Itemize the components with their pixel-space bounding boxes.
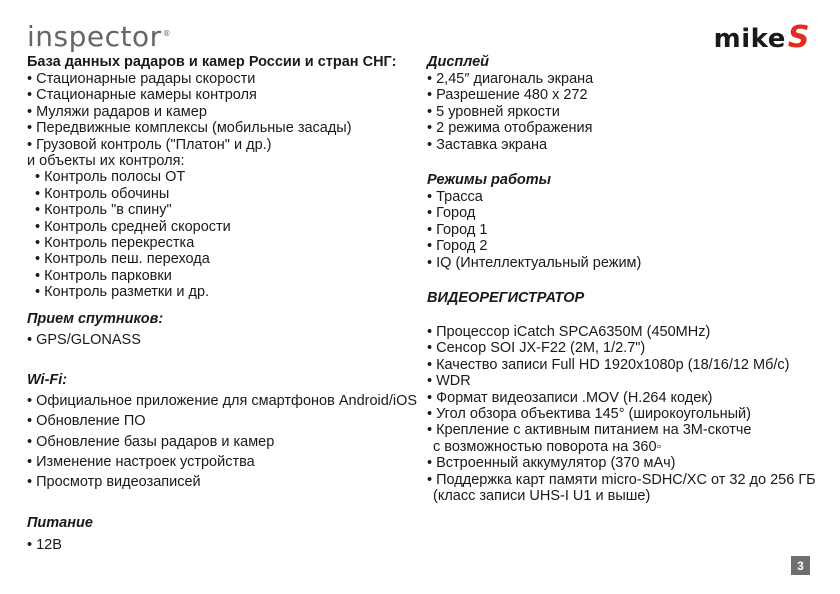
list-item: • 2,45″ диагональ экрана bbox=[427, 71, 594, 87]
list-item: • Контроль перекрестка bbox=[35, 235, 195, 252]
list-item: • IQ (Интеллектуальный режим) bbox=[427, 254, 642, 271]
list-item: • Муляжи радаров и камер bbox=[27, 103, 207, 120]
list-item: • Стационарные камеры контроля bbox=[27, 87, 257, 104]
list-item: • Контроль полосы ОТ bbox=[35, 169, 186, 186]
satellite-section bbox=[27, 311, 163, 348]
display-title: Дисплей bbox=[427, 54, 490, 70]
list-item: • Формат видеозаписи .MOV (H.264 кодек) bbox=[427, 389, 713, 406]
list-item: • GPS/GLONASS bbox=[27, 332, 141, 348]
database-title: База данных радаров и камер России и стран СНГ: bbox=[27, 54, 397, 70]
list-item: • Стационарные радары скорости bbox=[27, 71, 256, 87]
wifi-title: Wi-Fi: bbox=[27, 372, 68, 388]
list-item: • Разрешение 480 х 272 bbox=[427, 87, 588, 104]
list-item: • Угол обзора объектива 145° (широкоугольный) bbox=[427, 406, 751, 423]
list-item: • Заставка экрана bbox=[427, 136, 548, 153]
list-item: • Город 2 bbox=[427, 238, 488, 255]
wifi-section bbox=[27, 372, 417, 492]
list-item: • 12В bbox=[27, 537, 62, 553]
mikes-logo-accent: S bbox=[787, 20, 810, 55]
list-item: • Встроенный аккумулятор (370 мАч) bbox=[427, 455, 676, 472]
page-number: 3 bbox=[791, 556, 810, 575]
list-item-continuation: (класс записи UHS-I U1 и выше) bbox=[433, 488, 651, 505]
list-item: • Контроль обочины bbox=[35, 185, 170, 202]
list-item: • Крепление с активным питанием на 3М-скотче bbox=[427, 422, 752, 439]
list-item: • Обновление базы радаров и камер bbox=[27, 433, 275, 450]
list-item: • Передвижные комплексы (мобильные засады) bbox=[27, 120, 352, 137]
list-item: • Процессор iCatch SPCA6350M (450MHz) bbox=[427, 324, 711, 340]
list-item: • Контроль разметки и др. bbox=[35, 284, 210, 301]
list-text: и объекты их контроля: bbox=[27, 153, 185, 170]
list-item: • Официальное приложение для смартфонов Android/iOS bbox=[27, 393, 418, 409]
list-item: • Контроль "в спину" bbox=[35, 202, 172, 219]
list-item: • Трасса bbox=[427, 189, 483, 205]
list-item: • Обновление ПО bbox=[27, 413, 146, 430]
list-item: • Качество записи Full HD 1920x1080p (18/16/12 Мб/с) bbox=[427, 356, 790, 373]
list-item: • Сенсор SOI JX-F22 (2M, 1/2.7") bbox=[427, 340, 646, 357]
database-section bbox=[27, 54, 396, 301]
list-item: • Поддержка карт памяти micro-SDHC/XC от 32 до 256 ГБ bbox=[427, 471, 816, 488]
list-item: • Грузовой контроль ("Платон" и др.) bbox=[27, 136, 272, 153]
list-item: • Контроль средней скорости bbox=[35, 218, 231, 235]
list-item: • Контроль пеш. перехода bbox=[35, 251, 210, 268]
inspector-logo bbox=[27, 20, 171, 53]
list-item: • 5 уровней яркости bbox=[427, 103, 560, 120]
mikes-logo-text: mike bbox=[713, 24, 786, 54]
dvr-section bbox=[427, 290, 816, 504]
list-item-continuation: с возможностью поворота на 360◦ bbox=[433, 438, 662, 455]
satellite-title: Прием спутников: bbox=[27, 311, 164, 327]
power-section bbox=[27, 515, 93, 553]
dvr-title: ВИДЕОРЕГИСТРАТОР bbox=[427, 290, 585, 306]
list-item: • 2 режима отображения bbox=[427, 120, 593, 137]
list-item: • Город bbox=[427, 205, 476, 222]
registered-mark-icon: ® bbox=[162, 28, 172, 38]
modes-title: Режимы работы bbox=[427, 172, 552, 188]
list-item: • Контроль парковки bbox=[35, 267, 172, 284]
list-item: • Изменение настроек устройства bbox=[27, 453, 255, 470]
list-item: • Просмотр видеозаписей bbox=[27, 474, 201, 491]
mikes-logo bbox=[714, 20, 810, 55]
modes-section bbox=[427, 172, 641, 271]
display-section bbox=[427, 54, 593, 153]
list-item: • WDR bbox=[427, 373, 471, 390]
inspector-logo-text: inspector bbox=[27, 20, 162, 53]
power-title: Питание bbox=[27, 515, 93, 531]
list-item: • Город 1 bbox=[427, 221, 488, 238]
